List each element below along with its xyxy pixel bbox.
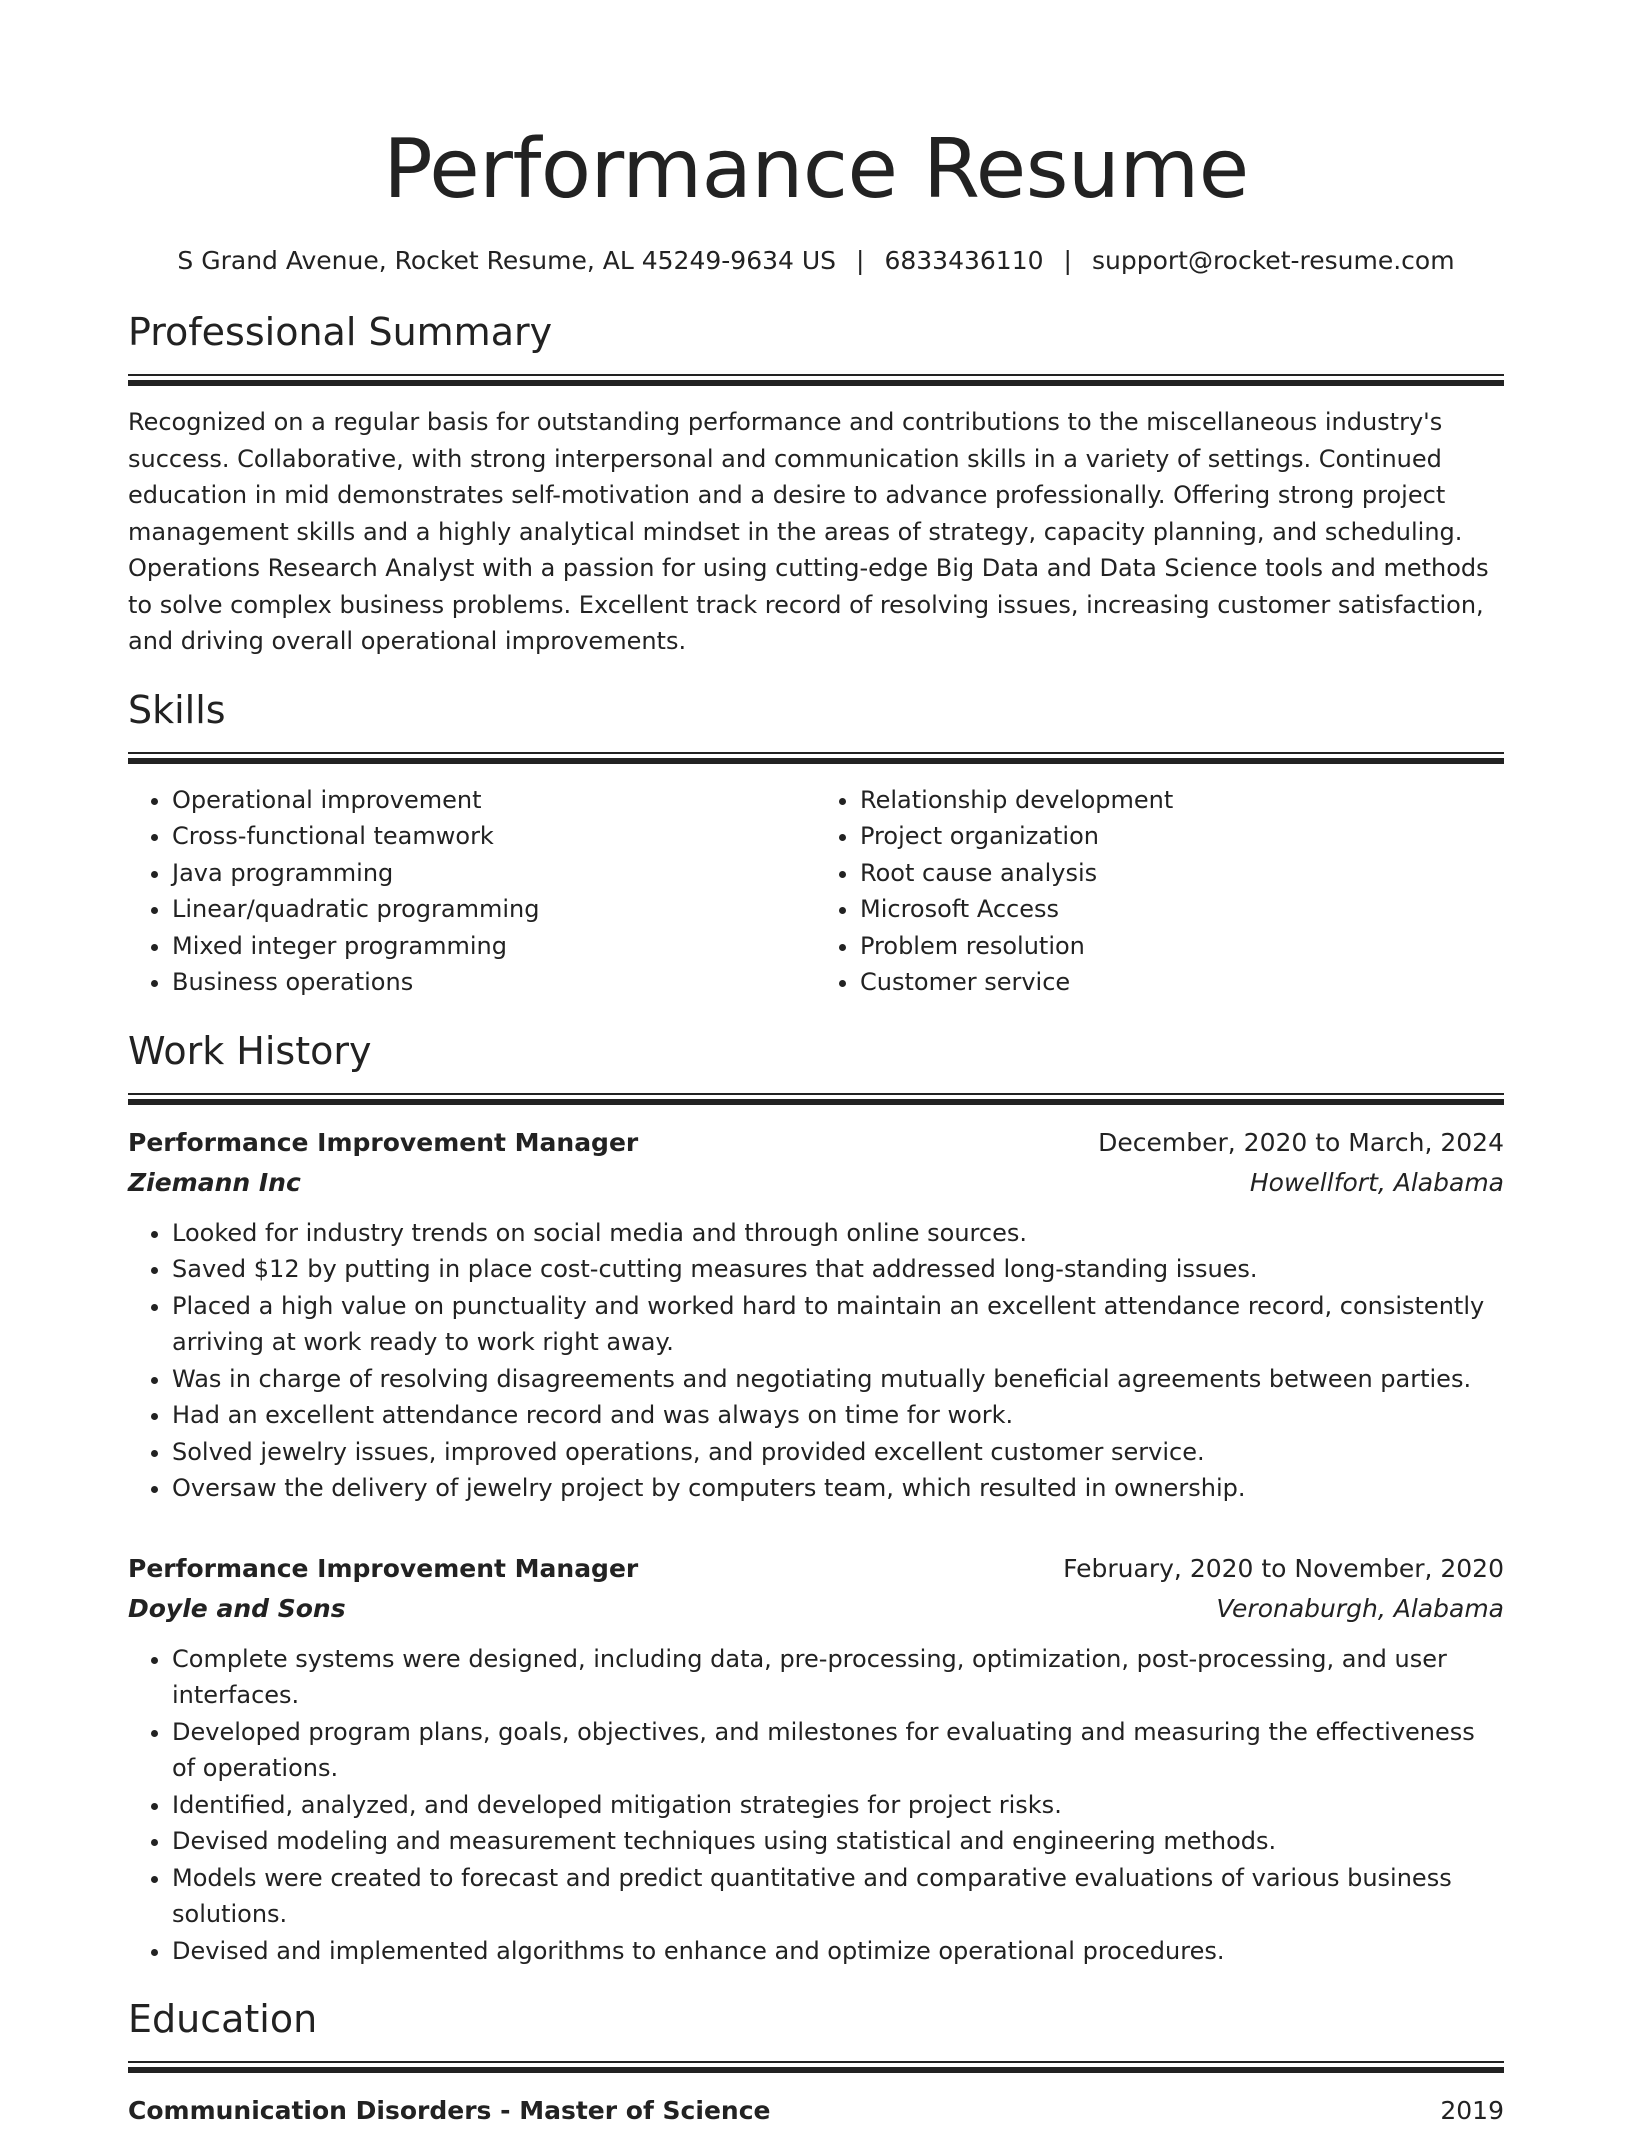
resume-name: Performance Resume <box>383 122 1249 217</box>
job-company: Doyle and Sons <box>128 1593 346 1623</box>
job-subheader <box>128 1163 1504 1203</box>
section-divider <box>128 752 1504 762</box>
skill-item: • Problem resolution <box>860 928 1504 965</box>
skill-item: • Root cause analysis <box>860 855 1504 892</box>
skill-item: • Relationship development <box>860 782 1504 819</box>
job-subheader <box>128 1589 1504 1629</box>
education-section <box>128 1993 1504 2131</box>
skill-item: • Customer service <box>860 964 1504 1001</box>
skill-item: • Cross-functional teamwork <box>172 818 816 855</box>
skills-section <box>128 684 1504 1001</box>
job-bullet: • Had an excellent attendance record and was always on time for work. <box>172 1397 1504 1434</box>
job-entry <box>128 1549 1504 1970</box>
contact-phone: 6833436110 <box>884 246 1044 275</box>
job-company: Ziemann Inc <box>128 1167 301 1197</box>
job-bullet: • Models were created to forecast and predict quantitative and comparative evaluations of various business solutions. <box>172 1860 1504 1933</box>
skill-item: • Operational improvement <box>172 782 816 819</box>
skills-columns <box>128 782 1504 1001</box>
job-bullet: • Devised modeling and measurement techniques using statistical and engineering methods. <box>172 1823 1504 1860</box>
job-bullet: • Looked for industry trends on social media and through online sources. <box>172 1215 1504 1252</box>
contact-separator: | <box>856 246 865 275</box>
summary-title: Professional Summary <box>128 310 553 354</box>
job-bullet: • Devised and implemented algorithms to enhance and optimize operational procedures. <box>172 1933 1504 1970</box>
job-entry <box>128 1123 1504 1507</box>
skill-item: • Linear/quadratic programming <box>172 891 816 928</box>
summary-section <box>128 306 1504 660</box>
job-header <box>128 1549 1504 1589</box>
skill-item: • Project organization <box>860 818 1504 855</box>
job-bullet: • Placed a high value on punctuality and worked hard to maintain an excellent attendance record, consistently arriving at work ready to work right away. <box>172 1288 1504 1361</box>
job-dates: February, 2020 to November, 2020 <box>1063 1553 1504 1583</box>
skills-list-left <box>128 782 816 1001</box>
job-dates: December, 2020 to March, 2024 <box>1098 1127 1504 1157</box>
section-divider <box>128 1093 1504 1103</box>
job-bullet: • Oversaw the delivery of jewelry project by computers team, which resulted in ownership. <box>172 1470 1504 1507</box>
skills-list-right <box>816 782 1504 1001</box>
job-bullet: • Solved jewelry issues, improved operations, and provided excellent customer service. <box>172 1434 1504 1471</box>
job-bullet: • Was in charge of resolving disagreements and negotiating mutually beneficial agreements between parties. <box>172 1361 1504 1398</box>
work-section <box>128 1025 1504 1970</box>
section-divider <box>128 374 1504 384</box>
job-header <box>128 1123 1504 1163</box>
job-location: Veronaburgh, Alabama <box>1216 1593 1504 1623</box>
job-bullet: • Developed program plans, goals, objectives, and milestones for evaluating and measuring the effectiveness of operations. <box>172 1714 1504 1787</box>
job-bullets <box>128 1641 1504 1970</box>
contact-email: support@rocket-resume.com <box>1091 246 1455 275</box>
job-title: Performance Improvement Manager <box>128 1553 639 1583</box>
skills-title: Skills <box>128 687 226 732</box>
skill-item: • Business operations <box>172 964 816 1001</box>
resume-content <box>128 120 1504 2131</box>
job-bullet: • Identified, analyzed, and developed mitigation strategies for project risks. <box>172 1787 1504 1824</box>
job-location: Howellfort, Alabama <box>1249 1167 1504 1197</box>
contact-separator: | <box>1063 246 1072 275</box>
skill-item: • Microsoft Access <box>860 891 1504 928</box>
work-title: Work History <box>128 1028 372 1073</box>
job-title: Performance Improvement Manager <box>128 1127 639 1157</box>
contact-line <box>128 244 1504 278</box>
job-bullet: • Complete systems were designed, including data, pre-processing, optimization, post-processing, and user interfaces. <box>172 1641 1504 1714</box>
contact-address: S Grand Avenue, Rocket Resume, AL 45249-9634 US <box>177 246 837 275</box>
skill-item: • Mixed integer programming <box>172 928 816 965</box>
education-entry <box>128 2091 1504 2131</box>
education-year: 2019 <box>1440 2096 1504 2125</box>
summary-text: Recognized on a regular basis for outstanding performance and contributions to the miscellaneous industry's success. Collaborative, with strong interpersonal and communication skills in a variety of settings. Continued education in mid demonstrates self-motivation and a desire to advance professionally. Offering strong project management skills and a highly analytical mindset in the areas of strategy, capacity planning, and scheduling. Operations Research Analyst with a passion for using cutting-edge Big Data and Data Science tools and methods to solve complex business problems. Excellent track record of resolving issues, increasing customer satisfaction, and driving overall operational improvements. <box>128 408 1489 655</box>
skill-item: • Java programming <box>172 855 816 892</box>
education-title: Education <box>128 1997 318 2041</box>
section-divider <box>128 2061 1504 2071</box>
job-bullet: • Saved $12 by putting in place cost-cutting measures that addressed long-standing issues. <box>172 1251 1504 1288</box>
job-bullets <box>128 1215 1504 1507</box>
education-degree: Communication Disorders - Master of Science <box>128 2096 771 2125</box>
